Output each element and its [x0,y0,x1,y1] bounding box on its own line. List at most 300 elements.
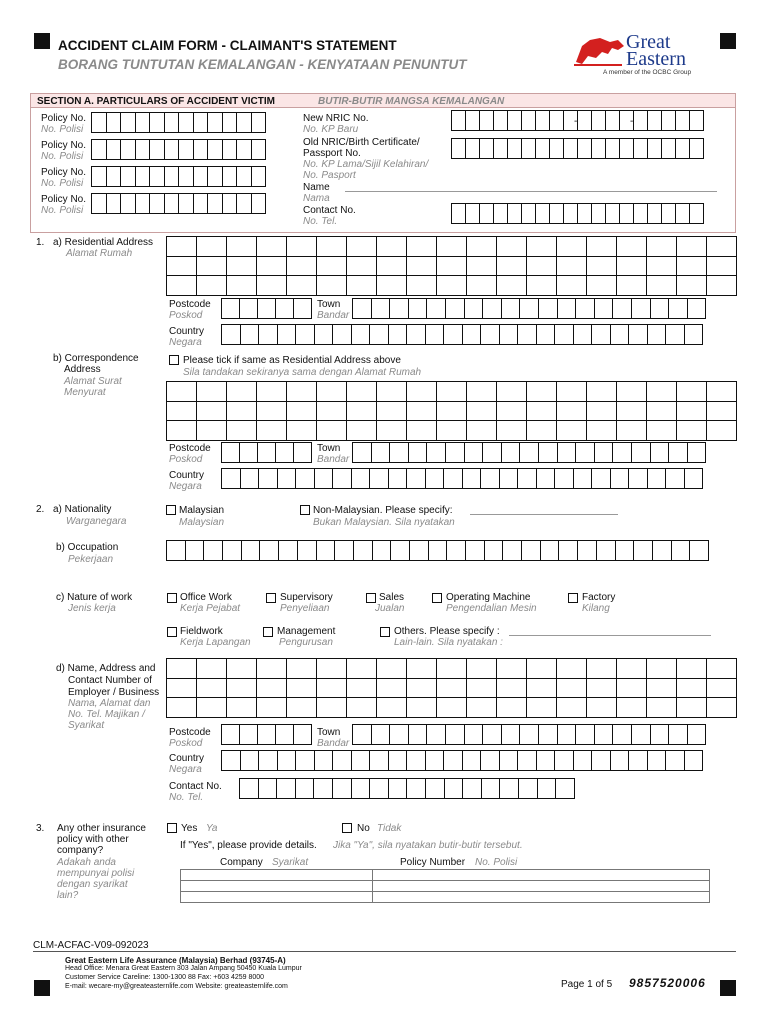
char-box[interactable] [445,724,465,745]
char-box[interactable] [687,298,707,319]
char-box[interactable] [496,236,527,257]
char-box[interactable] [275,442,294,463]
char-box[interactable] [499,778,519,799]
insurance-yes-checkbox[interactable] [167,823,177,833]
char-box[interactable] [591,203,606,224]
char-box[interactable] [536,468,556,489]
residential-address-grid[interactable] [167,237,737,296]
char-box[interactable] [196,401,227,422]
char-box[interactable] [372,540,392,561]
char-box[interactable] [462,468,482,489]
char-box[interactable] [451,110,466,131]
char-box[interactable] [275,298,294,319]
char-box[interactable] [650,724,670,745]
char-box[interactable] [481,778,501,799]
char-box[interactable] [91,139,107,160]
char-box[interactable] [633,138,648,159]
char-box[interactable] [706,236,737,257]
char-box[interactable] [436,256,467,277]
char-box[interactable] [164,112,180,133]
char-box[interactable] [346,697,377,718]
char-box[interactable] [496,678,527,699]
char-box[interactable] [594,724,614,745]
char-box[interactable] [577,203,592,224]
char-box[interactable] [178,193,194,214]
char-box[interactable] [616,697,647,718]
char-box[interactable] [196,697,227,718]
char-box[interactable] [556,678,587,699]
char-box[interactable] [286,678,317,699]
char-box[interactable] [557,442,577,463]
char-box[interactable] [207,193,223,214]
char-box[interactable] [316,275,347,296]
char-box[interactable] [706,401,737,422]
char-box[interactable] [538,442,558,463]
table-row[interactable] [181,881,710,892]
char-box[interactable] [610,468,630,489]
char-box[interactable] [436,401,467,422]
table-row[interactable] [181,870,710,881]
char-box[interactable] [332,468,352,489]
char-box[interactable] [352,442,372,463]
char-box[interactable] [388,750,408,771]
char-box[interactable] [275,724,294,745]
char-box[interactable] [258,778,278,799]
char-box[interactable] [466,236,497,257]
char-box[interactable] [689,203,704,224]
char-box[interactable] [226,401,257,422]
char-box[interactable] [493,203,508,224]
char-box[interactable] [226,236,257,257]
char-box[interactable] [277,750,297,771]
char-box[interactable] [286,658,317,679]
char-box[interactable] [554,750,574,771]
char-box[interactable] [369,778,389,799]
same-address-checkbox[interactable] [169,355,179,365]
char-box[interactable] [256,678,287,699]
char-box[interactable] [164,166,180,187]
char-box[interactable] [251,139,267,160]
char-box[interactable] [316,401,347,422]
char-box[interactable] [575,442,595,463]
char-box[interactable] [258,750,278,771]
char-box[interactable] [521,138,536,159]
char-box[interactable] [594,298,614,319]
char-box[interactable] [389,442,409,463]
char-box[interactable] [389,298,409,319]
char-box[interactable] [517,468,537,489]
char-box[interactable] [479,110,494,131]
char-box[interactable] [376,401,407,422]
char-box[interactable] [647,203,662,224]
char-box[interactable] [628,750,648,771]
char-box[interactable] [526,697,557,718]
char-box[interactable] [376,697,407,718]
char-box[interactable] [436,420,467,441]
char-box[interactable] [594,442,614,463]
char-box[interactable] [135,112,151,133]
char-box[interactable] [91,166,107,187]
char-box[interactable] [496,275,527,296]
char-box[interactable] [706,381,737,402]
char-box[interactable] [222,139,238,160]
char-box[interactable] [239,298,258,319]
char-box[interactable] [535,110,550,131]
char-box[interactable] [221,442,240,463]
char-box[interactable] [591,324,611,345]
char-box[interactable] [521,110,536,131]
char-box[interactable] [462,324,482,345]
char-box[interactable] [445,298,465,319]
char-box[interactable] [619,138,634,159]
char-box[interactable] [351,750,371,771]
char-box[interactable] [166,401,197,422]
emp-contact-input[interactable] [240,778,575,799]
char-box[interactable] [647,324,667,345]
char-box[interactable] [465,138,480,159]
company-cell[interactable] [181,892,373,903]
char-box[interactable] [616,236,647,257]
char-box[interactable] [193,166,209,187]
char-box[interactable] [668,298,688,319]
char-box[interactable] [586,401,617,422]
char-box[interactable] [316,236,347,257]
char-box[interactable] [556,381,587,402]
char-box[interactable] [226,697,257,718]
char-box[interactable] [526,275,557,296]
char-box[interactable] [646,381,677,402]
char-box[interactable] [406,324,426,345]
char-box[interactable] [496,697,527,718]
char-box[interactable] [408,442,428,463]
char-box[interactable] [647,750,667,771]
char-box[interactable] [575,298,595,319]
char-box[interactable] [207,112,223,133]
char-box[interactable] [526,678,557,699]
char-box[interactable] [346,381,377,402]
char-box[interactable] [256,420,287,441]
char-box[interactable] [443,750,463,771]
corr-country-input[interactable] [222,468,703,489]
char-box[interactable] [251,166,267,187]
char-box[interactable] [376,420,407,441]
char-box[interactable] [591,468,611,489]
char-box[interactable] [376,275,407,296]
char-box[interactable] [676,420,707,441]
char-box[interactable] [251,193,267,214]
char-box[interactable] [316,658,347,679]
char-box[interactable] [676,697,707,718]
char-box[interactable] [351,468,371,489]
char-box[interactable] [277,324,297,345]
char-box[interactable] [605,138,620,159]
char-box[interactable] [676,678,707,699]
char-box[interactable] [577,540,597,561]
corr-town-input[interactable] [353,442,706,463]
char-box[interactable] [586,678,617,699]
char-box[interactable] [631,724,651,745]
char-box[interactable] [684,324,704,345]
non-malaysian-checkbox[interactable] [300,505,310,515]
char-box[interactable] [676,381,707,402]
char-box[interactable] [615,540,635,561]
char-box[interactable] [406,256,437,277]
char-box[interactable] [616,678,647,699]
char-box[interactable] [586,658,617,679]
char-box[interactable] [526,381,557,402]
char-box[interactable] [406,658,437,679]
char-box[interactable] [689,540,709,561]
char-box[interactable] [286,236,317,257]
char-box[interactable] [577,110,592,131]
char-box[interactable] [178,139,194,160]
char-box[interactable] [616,658,647,679]
victim-contact-input[interactable] [452,203,704,224]
char-box[interactable] [297,540,317,561]
char-box[interactable] [646,275,677,296]
char-box[interactable] [586,697,617,718]
char-box[interactable] [239,442,258,463]
char-box[interactable] [276,778,296,799]
insurance-no-checkbox[interactable] [342,823,352,833]
char-box[interactable] [706,697,737,718]
char-box[interactable] [507,110,522,131]
work-operating-machine-checkbox[interactable] [432,593,442,603]
char-box[interactable] [352,724,372,745]
char-box[interactable] [388,468,408,489]
char-box[interactable] [406,420,437,441]
char-box[interactable] [178,166,194,187]
char-box[interactable] [221,298,240,319]
char-box[interactable] [647,110,662,131]
char-box[interactable] [257,442,276,463]
char-box[interactable] [557,724,577,745]
char-box[interactable] [573,324,593,345]
char-box[interactable] [554,468,574,489]
char-box[interactable] [166,540,186,561]
policy-number-input-3[interactable] [92,166,266,187]
char-box[interactable] [178,112,194,133]
char-box[interactable] [465,110,480,131]
char-box[interactable] [665,324,685,345]
res-postcode-input[interactable] [222,298,312,319]
char-box[interactable] [388,324,408,345]
char-box[interactable] [334,540,354,561]
work-sales-checkbox[interactable] [366,593,376,603]
char-box[interactable] [558,540,578,561]
char-box[interactable] [221,750,241,771]
char-box[interactable] [671,540,691,561]
char-box[interactable] [135,139,151,160]
char-box[interactable] [586,256,617,277]
char-box[interactable] [563,203,578,224]
char-box[interactable] [369,750,389,771]
char-box[interactable] [166,697,197,718]
char-box[interactable] [436,381,467,402]
char-box[interactable] [689,110,704,131]
char-box[interactable] [221,324,241,345]
char-box[interactable] [314,468,334,489]
res-town-input[interactable] [353,298,706,319]
char-box[interactable] [226,658,257,679]
char-box[interactable] [376,381,407,402]
char-box[interactable] [240,750,260,771]
char-box[interactable] [466,256,497,277]
char-box[interactable] [631,298,651,319]
char-box[interactable] [135,166,151,187]
res-country-input[interactable] [222,324,703,345]
malaysian-checkbox[interactable] [166,505,176,515]
char-box[interactable] [591,750,611,771]
char-box[interactable] [352,298,372,319]
char-box[interactable] [633,203,648,224]
char-box[interactable] [351,324,371,345]
work-office-checkbox[interactable] [167,593,177,603]
char-box[interactable] [196,256,227,277]
char-box[interactable] [185,540,205,561]
char-box[interactable] [371,442,391,463]
char-box[interactable] [314,324,334,345]
char-box[interactable] [616,420,647,441]
char-box[interactable] [706,658,737,679]
char-box[interactable] [256,697,287,718]
char-box[interactable] [166,420,197,441]
char-box[interactable] [241,540,261,561]
char-box[interactable] [203,540,223,561]
char-box[interactable] [196,420,227,441]
char-box[interactable] [346,275,377,296]
char-box[interactable] [616,381,647,402]
char-box[interactable] [573,750,593,771]
char-box[interactable] [371,298,391,319]
char-box[interactable] [406,750,426,771]
work-factory-checkbox[interactable] [568,593,578,603]
char-box[interactable] [676,275,707,296]
char-box[interactable] [256,275,287,296]
char-box[interactable] [650,298,670,319]
char-box[interactable] [256,401,287,422]
char-box[interactable] [106,139,122,160]
policy-number-input-1[interactable] [92,112,266,133]
char-box[interactable] [196,275,227,296]
work-supervisory-checkbox[interactable] [266,593,276,603]
char-box[interactable] [668,724,688,745]
char-box[interactable] [295,324,315,345]
char-box[interactable] [633,540,653,561]
char-box[interactable] [616,275,647,296]
table-row[interactable] [181,892,710,903]
work-management-checkbox[interactable] [263,627,273,637]
char-box[interactable] [406,468,426,489]
char-box[interactable] [346,420,377,441]
char-box[interactable] [425,750,445,771]
char-box[interactable] [406,275,437,296]
char-box[interactable] [226,275,257,296]
char-box[interactable] [240,324,260,345]
char-box[interactable] [196,381,227,402]
char-box[interactable] [346,256,377,277]
char-box[interactable] [120,139,136,160]
char-box[interactable] [482,298,502,319]
char-box[interactable] [526,256,557,277]
char-box[interactable] [120,193,136,214]
char-box[interactable] [496,658,527,679]
char-box[interactable] [521,203,536,224]
char-box[interactable] [166,275,197,296]
char-box[interactable] [425,468,445,489]
char-box[interactable] [106,112,122,133]
char-box[interactable] [536,750,556,771]
char-box[interactable] [676,236,707,257]
char-box[interactable] [316,381,347,402]
char-box[interactable] [661,138,676,159]
char-box[interactable] [586,420,617,441]
char-box[interactable] [314,750,334,771]
char-box[interactable] [605,110,620,131]
char-box[interactable] [484,540,504,561]
char-box[interactable] [519,442,539,463]
char-box[interactable] [706,275,737,296]
char-box[interactable] [286,381,317,402]
char-box[interactable] [425,324,445,345]
char-box[interactable] [556,275,587,296]
char-box[interactable] [256,658,287,679]
char-box[interactable] [221,724,240,745]
char-box[interactable] [499,468,519,489]
char-box[interactable] [556,256,587,277]
char-box[interactable] [207,166,223,187]
char-box[interactable] [647,138,662,159]
char-box[interactable] [295,750,315,771]
char-box[interactable] [346,236,377,257]
char-box[interactable] [687,442,707,463]
char-box[interactable] [293,442,312,463]
char-box[interactable] [226,420,257,441]
char-box[interactable] [286,401,317,422]
char-box[interactable] [610,324,630,345]
char-box[interactable] [466,420,497,441]
char-box[interactable] [535,203,550,224]
char-box[interactable] [332,778,352,799]
char-box[interactable] [369,468,389,489]
char-box[interactable] [465,540,485,561]
work-others-checkbox[interactable] [380,627,390,637]
char-box[interactable] [647,468,667,489]
char-box[interactable] [586,236,617,257]
char-box[interactable] [426,442,446,463]
char-box[interactable] [633,110,648,131]
char-box[interactable] [616,256,647,277]
char-box[interactable] [650,442,670,463]
char-box[interactable] [684,468,704,489]
char-box[interactable] [628,324,648,345]
policy-number-cell[interactable] [373,892,710,903]
char-box[interactable] [480,750,500,771]
char-box[interactable] [166,236,197,257]
char-box[interactable] [316,678,347,699]
char-box[interactable] [207,139,223,160]
char-box[interactable] [428,540,448,561]
char-box[interactable] [332,750,352,771]
char-box[interactable] [409,540,429,561]
char-box[interactable] [443,468,463,489]
char-box[interactable] [286,420,317,441]
char-box[interactable] [376,236,407,257]
char-box[interactable] [517,324,537,345]
char-box[interactable] [499,750,519,771]
char-box[interactable] [706,678,737,699]
char-box[interactable] [676,256,707,277]
